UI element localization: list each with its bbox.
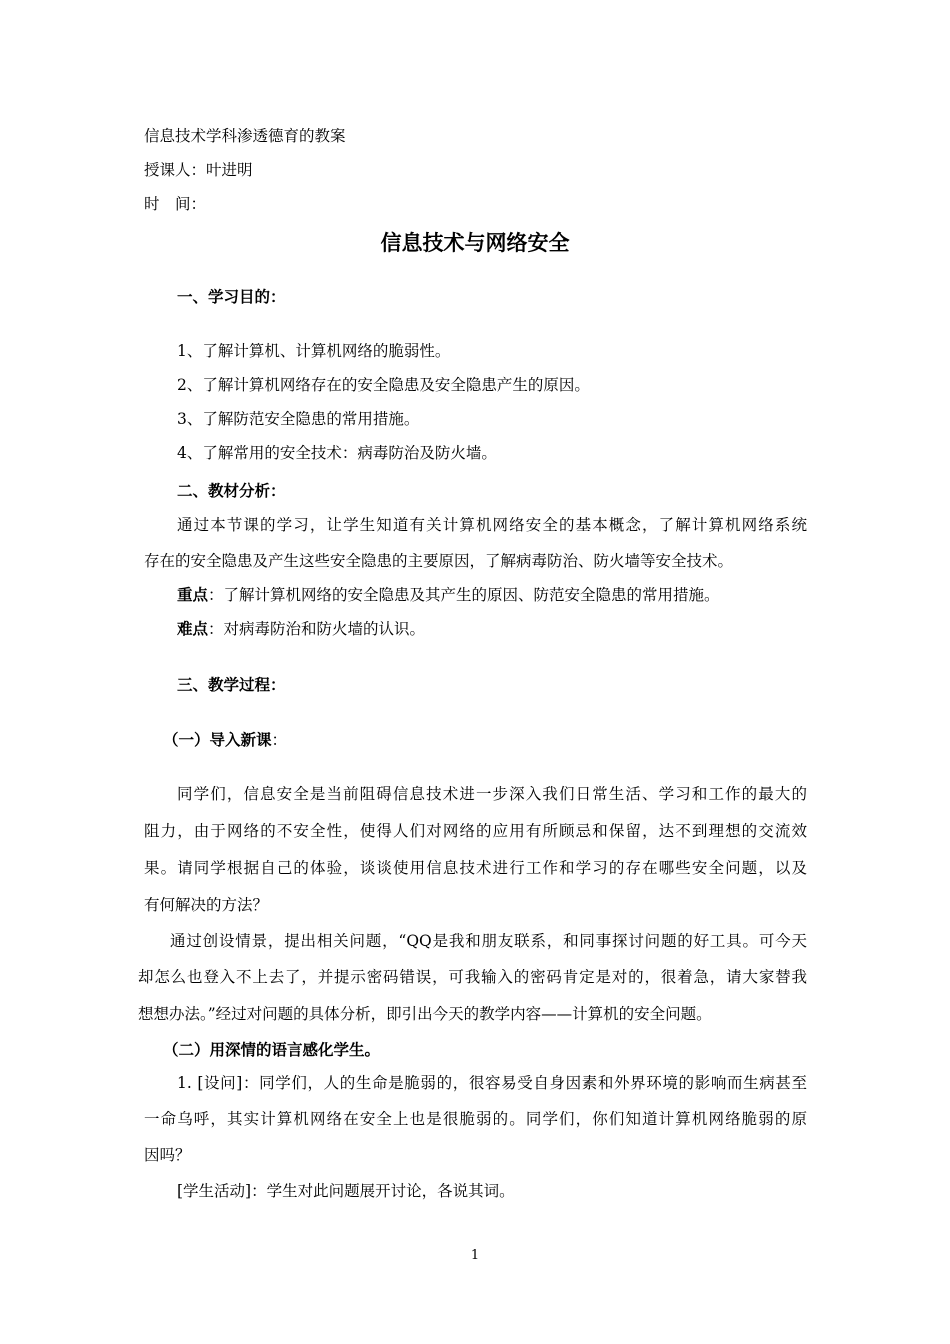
teacher-line: 授课人：叶进明 <box>144 161 253 179</box>
time-line: 时 间： <box>144 195 207 213</box>
question-paragraph-line: 因吗？ <box>144 1146 191 1164</box>
sub2-heading: （二）用深情的语言感化学生。 <box>163 1040 381 1059</box>
analysis-paragraph-line: 存在的安全隐患及产生这些安全隐患的主要原因，了解病毒防治、防火墙等安全技术。 <box>144 552 734 570</box>
intro-paragraph-line: 同学们，信息安全是当前阻碍信息技术进一步深入我们日常生活、学习和工作的最大的 <box>177 785 807 803</box>
difficulty-line <box>177 619 425 639</box>
intro-paragraph-line: 有何解决的方法？ <box>144 896 269 914</box>
question-paragraph-line: 1. [设问]：同学们，人的生命是脆弱的，很容易受自身因素和外界环境的影响而生病甚至 <box>177 1074 807 1092</box>
difficulty-label: 难点 <box>177 619 209 638</box>
objective-item: 1、了解计算机、计算机网络的脆弱性。 <box>177 342 451 360</box>
intro-paragraph-line: 阻力，由于网络的不安全性，使得人们对网络的应用有所顾忌和保留，达不到理想的交流效 <box>144 822 807 840</box>
objective-item: 4、了解常用的安全技术：病毒防治及防火墙。 <box>177 444 497 462</box>
objective-item: 3、了解防范安全隐患的常用措施。 <box>177 410 420 428</box>
page-number: 1 <box>470 1248 480 1263</box>
section3-heading: 三、教学过程： <box>177 675 286 694</box>
analysis-paragraph-line: 通过本节课的学习，让学生知道有关计算机网络安全的基本概念，了解计算机网络系统 <box>177 516 807 534</box>
key-point-label: 重点 <box>177 585 209 604</box>
scenario-paragraph-line: 想想办法。”经过对问题的具体分析，即引出今天的教学内容——计算机的安全问题。 <box>138 1005 712 1023</box>
page-title: 信息技术与网络安全 <box>380 231 570 255</box>
key-point-line <box>177 585 720 605</box>
document-name: 信息技术学科渗透德育的教案 <box>144 127 346 145</box>
section2-heading: 二、教材分析： <box>177 481 286 500</box>
intro-paragraph-line: 果。请同学根据自己的体验，谈谈使用信息技术进行工作和学习的存在哪些安全问题，以及 <box>144 859 807 877</box>
scenario-paragraph-line: 却怎么也登入不上去了，并提示密码错误，可我输入的密码肯定是对的，很着急，请大家替我 <box>138 968 807 986</box>
key-point-text: ：了解计算机网络的安全隐患及其产生的原因、防范安全隐患的常用措施。 <box>208 586 720 604</box>
scenario-paragraph-line: 通过创设情景，提出相关问题，“QQ是我和朋友联系，和同事探讨问题的好工具。可今天 <box>170 932 807 950</box>
student-activity-line: [学生活动]：学生对此问题展开讨论，各说其词。 <box>177 1182 515 1200</box>
sub1-heading-label: （一）导入新课 <box>163 730 272 749</box>
sub1-heading-tail: ： <box>271 731 288 749</box>
sub1-heading <box>163 730 287 750</box>
question-paragraph-line: 一命乌呼，其实计算机网络在安全上也是很脆弱的。同学们，你们知道计算机网络脆弱的原 <box>144 1110 807 1128</box>
section1-heading: 一、学习目的： <box>177 287 286 306</box>
objective-item: 2、了解计算机网络存在的安全隐患及安全隐患产生的原因。 <box>177 376 590 394</box>
difficulty-text: ：对病毒防治和防火墙的认识。 <box>208 620 426 638</box>
